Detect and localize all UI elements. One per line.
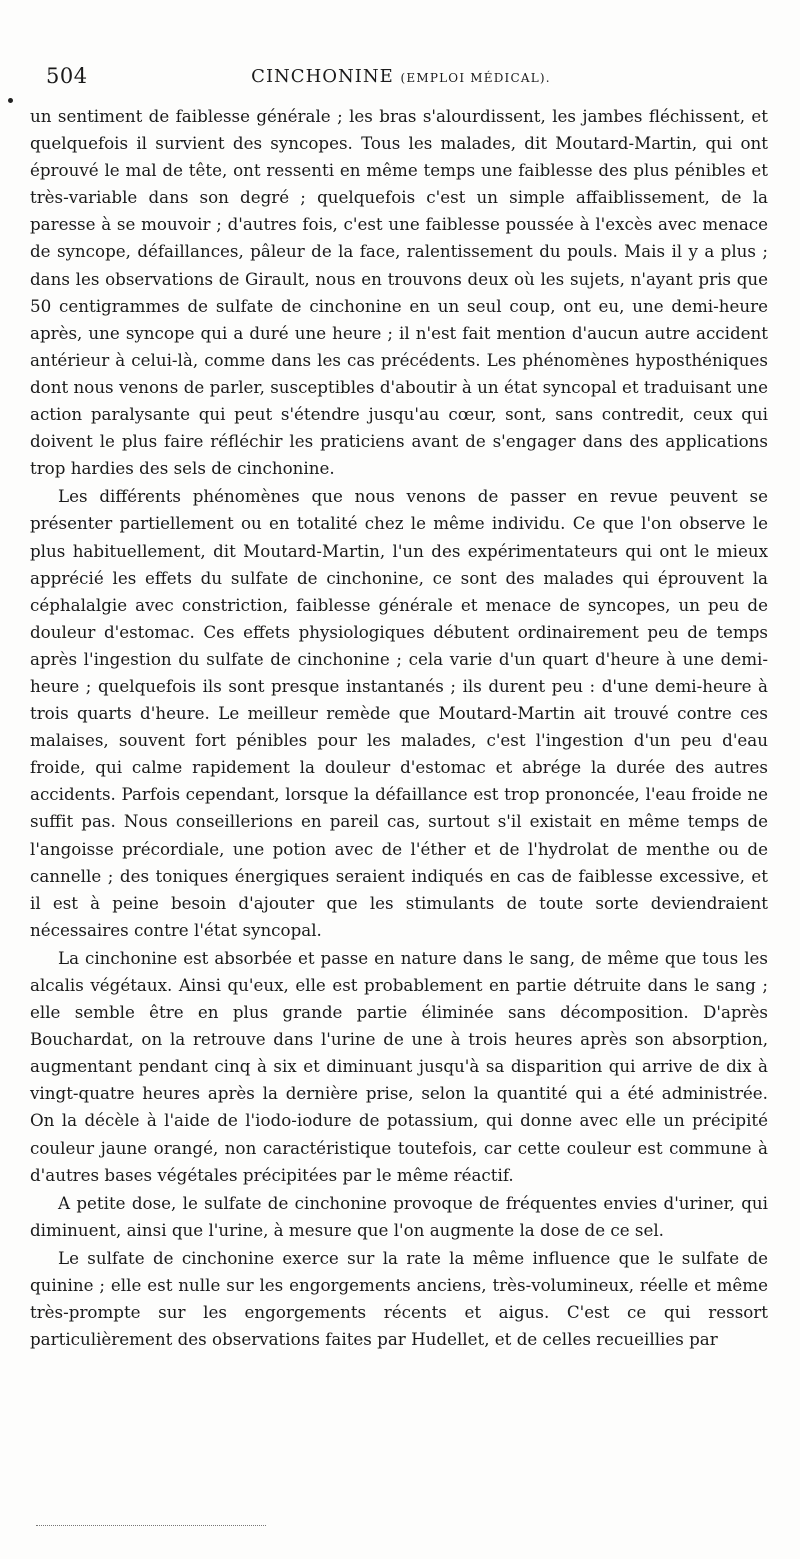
running-title-subtitle: (EMPLOI MÉDICAL). [400, 71, 551, 85]
paragraph: Le sulfate de cinchonine exerce sur la rate la même influence que le sulfate de quinine ; elle est nulle sur les engorgements anciens, très-volumineux, réelle et même très-prompte sur les engorgements récents et aigus. C'est ce qui ressort particulièrement des observations faites par Hudellet, et de celles recueillies par [30, 1247, 768, 1350]
footer-rule [36, 1525, 266, 1526]
page-number: 504 [46, 64, 88, 88]
running-title [36, 66, 766, 87]
running-title-main: CINCHONINE [251, 66, 394, 87]
body-text [30, 103, 768, 1353]
page-header [36, 60, 766, 100]
paragraph: A petite dose, le sulfate de cinchonine provoque de fréquentes envies d'uriner, qui diminuent, ainsi que l'urine, à mesure que l'on augmente la dose de ce sel. [30, 1192, 768, 1240]
margin-dot [8, 98, 13, 103]
paragraph: Les différents phénomènes que nous venons de passer en revue peuvent se présenter partiellement ou en totalité chez le même individu. Ce que l'on observe le plus habituellement, dit Moutard-Martin, l'un des expérimentateurs qui ont le mieux apprécié les effets du sulfate de cinchonine, ce sont des malades qui éprouvent la céphalalgie avec constriction, faiblesse générale et menace de syncopes, un peu de douleur d'estomac. Ces effets physiologiques débutent ordinairement peu de temps après l'ingestion du sulfate de cinchonine ; cela varie d'un quart d'heure à une demi-heure ; quelquefois ils sont presque instantanés ; ils durent peu : d'une demi-heure à trois quarts d'heure. Le meilleur remède que Moutard-Martin ait trouvé contre ces malaises, souvent fort pénibles pour les malades, c'est l'ingestion d'un peu d'eau froide, qui calme rapidement la douleur d'estomac et abrége la durée des autres accidents. Parfois cependant, lorsque la défaillance est trop prononcée, l'eau froide ne suffit pas. Nous conseillerions en pareil cas, surtout s'il existait en même temps de l'angoisse précordiale, une potion avec de l'éther et de l'hydrolat de menthe ou de cannelle ; des toniques énergiques seraient indiqués en cas de faiblesse excessive, et il est à peine besoin d'ajouter que les stimulants de toute sorte deviendraient nécessaires contre l'état syncopal. [30, 486, 768, 940]
paragraph: La cinchonine est absorbée et passe en nature dans le sang, de même que tous les alcalis végétaux. Ainsi qu'eux, elle est probablement en partie détruite dans le sang ; elle semble être en plus grande partie éliminée sans décomposition. D'après Bouchardat, on la retrouve dans l'urine de une à trois heures après son absorption, augmentant pendant cinq à six et diminuant jusqu'à sa disparition qui arrive de dix à vingt-quatre heures après la dernière prise, selon la quantité qui a été administrée. On la décèle à l'aide de l'iodo-iodure de potassium, qui donne avec elle un précipité couleur jaune orangé, non caractéristique toutefois, car cette couleur est commune à d'autres bases végétales précipitées par le même réactif. [30, 947, 768, 1185]
paragraph: un sentiment de faiblesse générale ; les bras s'alourdissent, les jambes fléchissent, et quelquefois il survient des syncopes. Tous les malades, dit Moutard-Martin, qui ont éprouvé le mal de tête, ont ressenti en même temps une faiblesse des plus pénibles et très-variable dans son degré ; quelquefois c'est un simple affaiblissement, de la paresse à se mouvoir ; d'autres fois, c'est une faiblesse poussée à l'excès avec menace de syncope, défaillances, pâleur de la face, ralentissement du pouls. Mais il y a plus ; dans les observations de Girault, nous en trouvons deux où les sujets, n'ayant pris que 50 centigrammes de sulfate de cinchonine en un seul coup, ont eu, une demi-heure après, une syncope qui a duré une heure ; il n'est fait mention d'aucun autre accident antérieur à celui-là, comme dans les cas précédents. Les phénomènes hyposthéniques dont nous venons de parler, susceptibles d'aboutir à un état syncopal et traduisant une action paralysante qui peut s'étendre jusqu'au cœur, sont, sans contredit, ceux qui doivent le plus faire réfléchir les praticiens avant de s'engager dans des applications trop hardies des sels de cinchonine. [30, 106, 768, 479]
